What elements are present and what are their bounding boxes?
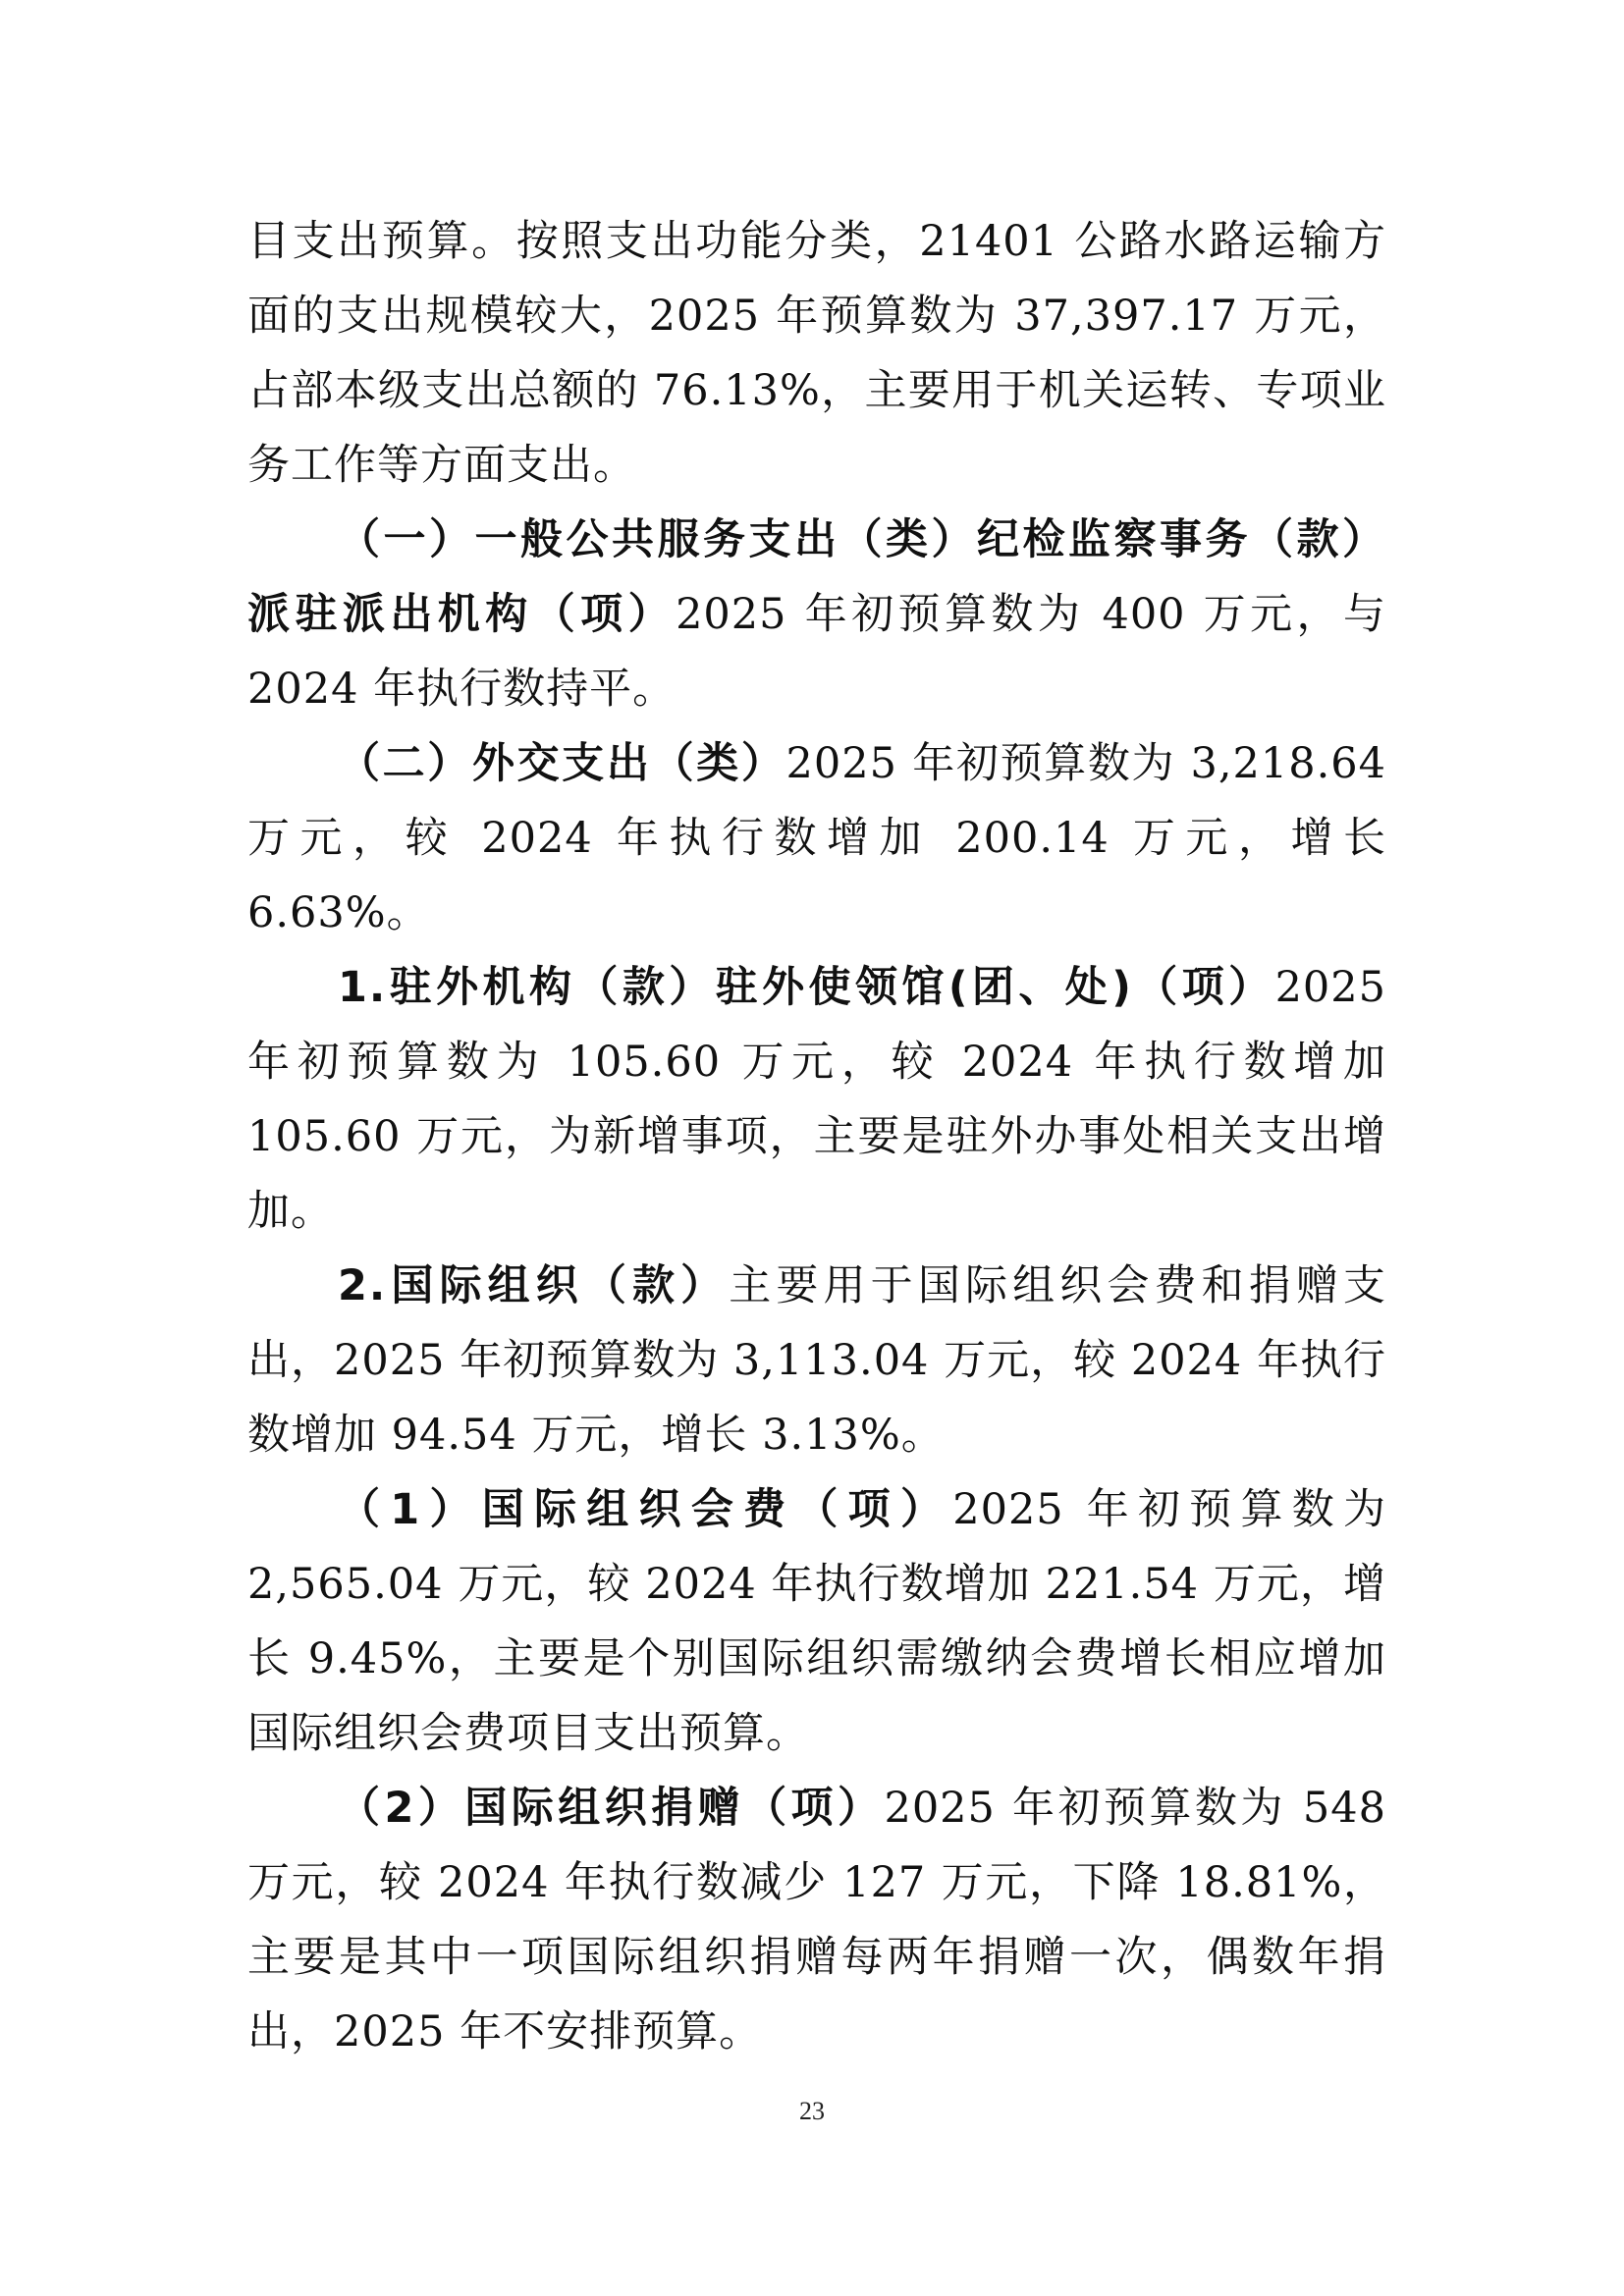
section-2-2-paragraph (247, 1249, 1386, 1472)
section-2-2-body: 主要用于国际组织会费和捐赠支出，2025 年初预算数为 3,113.04 万元，较 2024 年执行数增加 94.54 万元，增长 3.13%。 (247, 1261, 1386, 1460)
section-2-2-heading: 2.国际组织（款） (338, 1261, 730, 1310)
section-2-2-2-heading: （2）国际组织捐赠（项） (338, 1784, 885, 1833)
section-2-1-body: 2025 年初预算数为 105.60 万元，较 2024 年执行数增加 105.60 万元，为新增事项，主要是驻外办事处相关支出增加。 (247, 963, 1386, 1236)
section-2-paragraph (247, 726, 1386, 950)
document-body (247, 204, 1386, 2069)
section-2-2-1-paragraph (247, 1472, 1386, 1771)
section-2-1-heading: 1.驻外机构（款）驻外使领馆(团、处)（项） (338, 963, 1275, 1012)
section-2-heading: （二）外交支出（类） (338, 739, 786, 788)
section-2-1-paragraph (247, 950, 1386, 1249)
intro-paragraph (247, 204, 1386, 503)
section-1-heading: （一）一般公共服务支出（类）纪检监察事务（款）派驻派出机构（项） (247, 515, 1386, 639)
section-2-2-2-paragraph (247, 1771, 1386, 2069)
section-2-2-1-body: 2025 年初预算数为 2,565.04 万元，较 2024 年执行数增加 221.54 万元，增长 9.45%，主要是个别国际组织需缴纳会费增长相应增加国际组织会费项目支出预算。 (247, 1485, 1386, 1758)
section-1-body: 2025 年初预算数为 400 万元，与 2024 年执行数持平。 (247, 590, 1387, 714)
section-1-paragraph (247, 503, 1386, 726)
section-2-2-1-heading: （1）国际组织会费（项） (338, 1485, 953, 1534)
intro-text: 目支出预算。按照支出功能分类，21401 公路水路运输方面的支出规模较大，2025 年预算数为 37,397.17 万元，占部本级支出总额的 76.13%，主要用于机关运转、专项业务工作等方面支出。 (247, 217, 1386, 490)
page-number: 23 (799, 2097, 825, 2125)
section-2-2-2-body: 2025 年初预算数为 548 万元，较 2024 年执行数减少 127 万元，下降 18.81%，主要是其中一项国际组织捐赠每两年捐赠一次，偶数年捐出，2025 年不安排预算。 (247, 1784, 1387, 2056)
section-2-body: 2025 年初预算数为 3,218.64 万元，较 2024 年执行数增加 200.14 万元，增长 6.63%。 (247, 739, 1386, 937)
